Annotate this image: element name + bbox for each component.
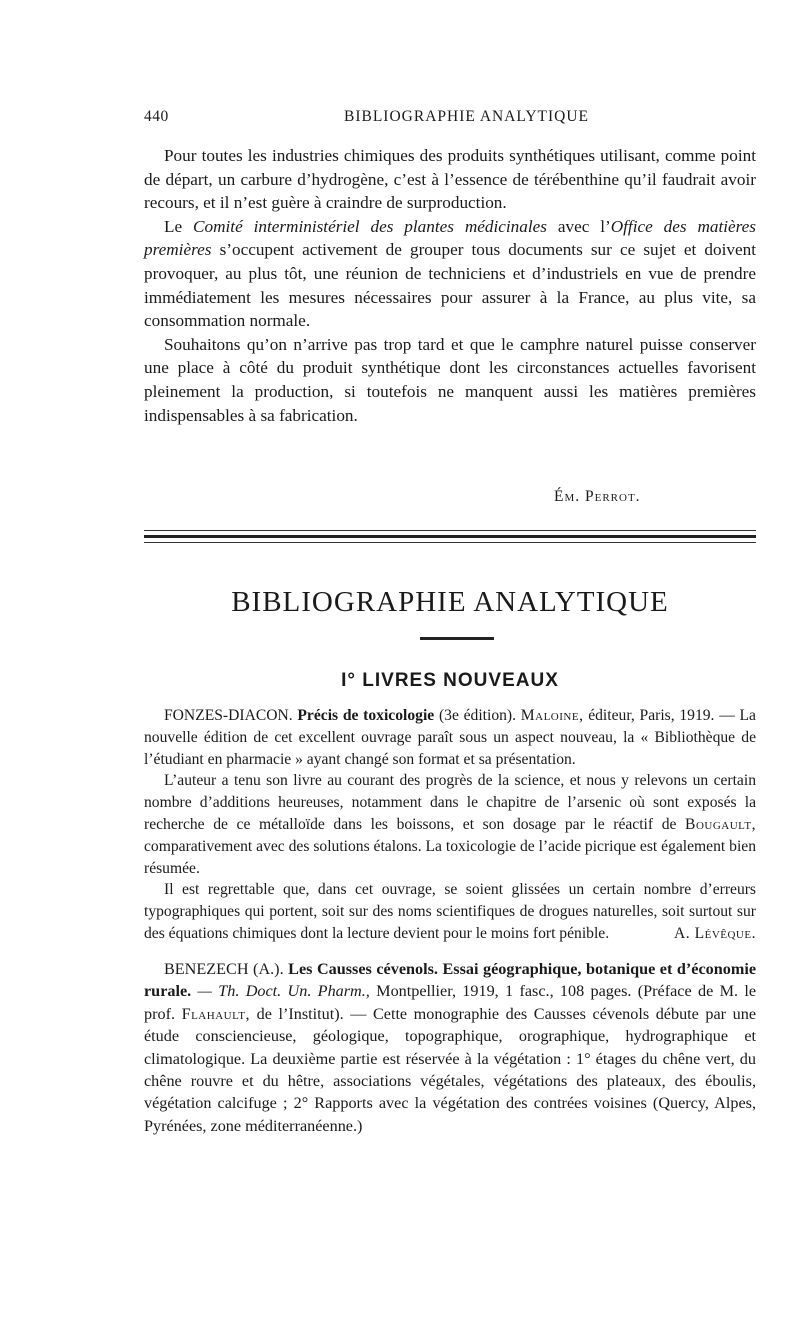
person-name: Bougault,	[685, 815, 756, 833]
bibliography-entry	[144, 958, 756, 1137]
divider-rule	[144, 535, 756, 538]
article-conclusion	[144, 144, 756, 427]
publisher-name: Maloine,	[520, 707, 584, 724]
paragraph: L’auteur a tenu son livre au courant des progrès de la science, et nous y relevons un certain nombre d’additions heureuses, notamment dans le chapitre de l’arsenic où sont exposés la recherche de ce métalloïde dans les boissons, et son dosage par le réactif de Bougault, comparativement avec des solutions étalons. La toxicologie de l’acide picrique est également bien résumée.	[144, 772, 756, 877]
running-header	[144, 108, 756, 130]
title-rule	[420, 637, 494, 640]
entry-title: Les Causses cévenols. Essai géographique, botanique et d’économie rurale.	[144, 960, 757, 1001]
paragraph: Il est regrettable que, dans cet ouvrage, se soient glissées un certain nombre d’erreurs typographiques qui portent, soit sur des noms scientifiques de drogues naturelles, soit surtout sur des équations chimiques dont la lecture devient pour le moins fort pénible. A. Lévêque.	[144, 879, 756, 944]
entry-header: FONZES-DIACON. Précis de toxicologie (3e édition). Maloine, éditeur, Paris, 1919. — La nouvelle édition de cet excellent ouvrage paraît sous un aspect nouveau, la « Bibliothèque de l’étudiant en pharmacie » ayant changé son format et sa présentation.	[144, 707, 756, 768]
running-title: BIBLIOGRAPHIE ANALYTIQUE	[344, 108, 590, 125]
bibliography-entry	[144, 705, 756, 945]
page-number: 440	[144, 108, 169, 125]
person-name: Flahault,	[181, 1004, 251, 1023]
paragraph: Pour toutes les industries chimiques des produits synthétiques utilisant, comme point de départ, un carbure d’hydrogène, c’est à l’essence de térébenthine qu’il faudrait avoir recours, et il n’est guère à craindre de surproduction.	[144, 146, 756, 213]
italic-text: Comité interministériel des plantes médicinales	[193, 216, 547, 236]
entry-header: BENEZECH (A.). Les Causses cévenols. Essai géographique, botanique et d’économie rurale. — Th. Doct. Un. Pharm., Montpellier, 1919, 1 fasc., 108 pages. (Préface de M. le prof. Flahault, de l’Institut). — Cette monographie des Causses cévenols débute par une étude consciencieuse, géologique, topographique, orographique, hydrographique et climatologique. La deuxième partie est réservée à la végétation : 1° étages du chêne vert, du chêne rouvre et du hêtre, associations végétales, végétations des plateaux, des éboulis, végétation calcifuge ; 2° Rapports avec la végétation des contrées voisines (Quercy, Alpes, Pyrénées, zone méditerranéenne.)	[144, 960, 757, 1135]
entry-title: Précis de toxicologie	[297, 707, 435, 724]
italic-text: Office des matières premières	[144, 216, 756, 260]
section-title: BIBLIOGRAPHIE ANALYTIQUE	[231, 586, 669, 618]
article-signature: Ém. Perrot.	[554, 488, 641, 505]
entry-author: BENEZECH (A.).	[164, 960, 284, 978]
entry-author: FONZES-DIACON.	[164, 707, 293, 724]
subsection-title: I° LIVRES NOUVEAUX	[341, 670, 559, 691]
paragraph: Le Comité interministériel des plantes médicinales avec l’Office des matières premières s’occupent activement de grouper tous documents sur ce sujet et doivent provoquer, au plus tôt, une réunion de techniciens et d’industriels en vue de prendre immédiatement les mesures nécessaires pour assurer à la France, au plus vite, sa consommation normale.	[144, 216, 756, 331]
italic-text: — Th. Doct. Un. Pharm.,	[197, 982, 370, 1001]
reviewer-signature: A. Lévêque.	[674, 924, 756, 942]
divider-rule	[144, 530, 756, 531]
paragraph: Souhaitons qu’on n’arrive pas trop tard et que le camphre naturel puisse conserver une place à côté du produit synthétique dont les circonstances actuelles favorisent pleinement la production, si toutefois ne manquent aussi les matières premières indispensables à sa fabrication.	[144, 334, 756, 425]
divider-rule	[144, 542, 756, 543]
